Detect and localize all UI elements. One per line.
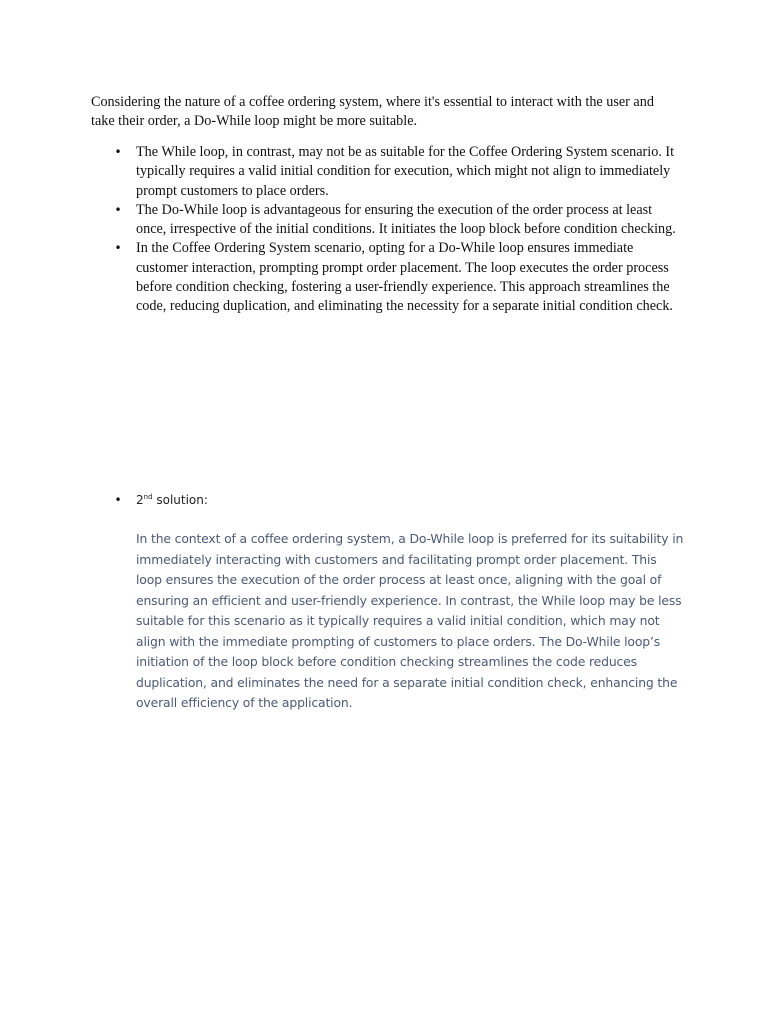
solution-label: solution: bbox=[152, 493, 208, 507]
intro-paragraph: Considering the nature of a coffee ordering system, where it's essential to interact with the user and take their order, a Do-While loop might be more suitable. bbox=[91, 94, 654, 130]
bullet-icon: • bbox=[114, 241, 122, 256]
list-item bbox=[112, 201, 682, 240]
list-item bbox=[112, 143, 682, 201]
bullet-icon: • bbox=[114, 202, 122, 217]
list-item bbox=[112, 239, 682, 316]
bullet-icon: • bbox=[114, 493, 122, 507]
bullet-icon: • bbox=[114, 145, 122, 159]
solution-title bbox=[136, 490, 208, 510]
list-item-text: In the Coffee Ordering System scenario, opting for a Do-While loop ensures immediate customer interaction, prompting prompt order placement. The loop executes the order process before condition checking, fostering a user-friendly experience. This approach streamlines the code, reducing duplication, and eliminating the necessity for a separate initial condition check. bbox=[136, 240, 673, 315]
solution-ordinal-suffix: nd bbox=[143, 493, 153, 501]
list-item-text: The While loop, in contrast, may not be as suitable for the Coffee Ordering System scenario. It typically requires a valid initial condition for execution, which might not align to immediately prompt customers to place orders. bbox=[136, 144, 675, 199]
list-item-text: The Do-While loop is advantageous for ensuring the execution of the order process at least once, irrespective of the initial conditions. It initiates the loop block before condition checking. bbox=[136, 201, 676, 238]
solution-paragraph: In the context of a coffee ordering system, a Do-While loop is preferred for its suitability in immediately interacting with customers and facilitating prompt order placement. This loop ensures the execution of the order process at least once, aligning with the goal of ensuring an efficient and user-friendly experience. In contrast, the While loop may be less suitable for this scenario as it typically requires a valid initial condition, which may not align with the immediate prompting of customers to place orders. The Do-While loop’s initiation of the loop block before condition checking streamlines the code reduces duplication, and eliminates the need for a separate initial condition check, enhancing the overall efficiency of the application. bbox=[136, 531, 684, 710]
solution-number: 2 bbox=[136, 493, 144, 507]
reasons-list bbox=[112, 143, 682, 317]
